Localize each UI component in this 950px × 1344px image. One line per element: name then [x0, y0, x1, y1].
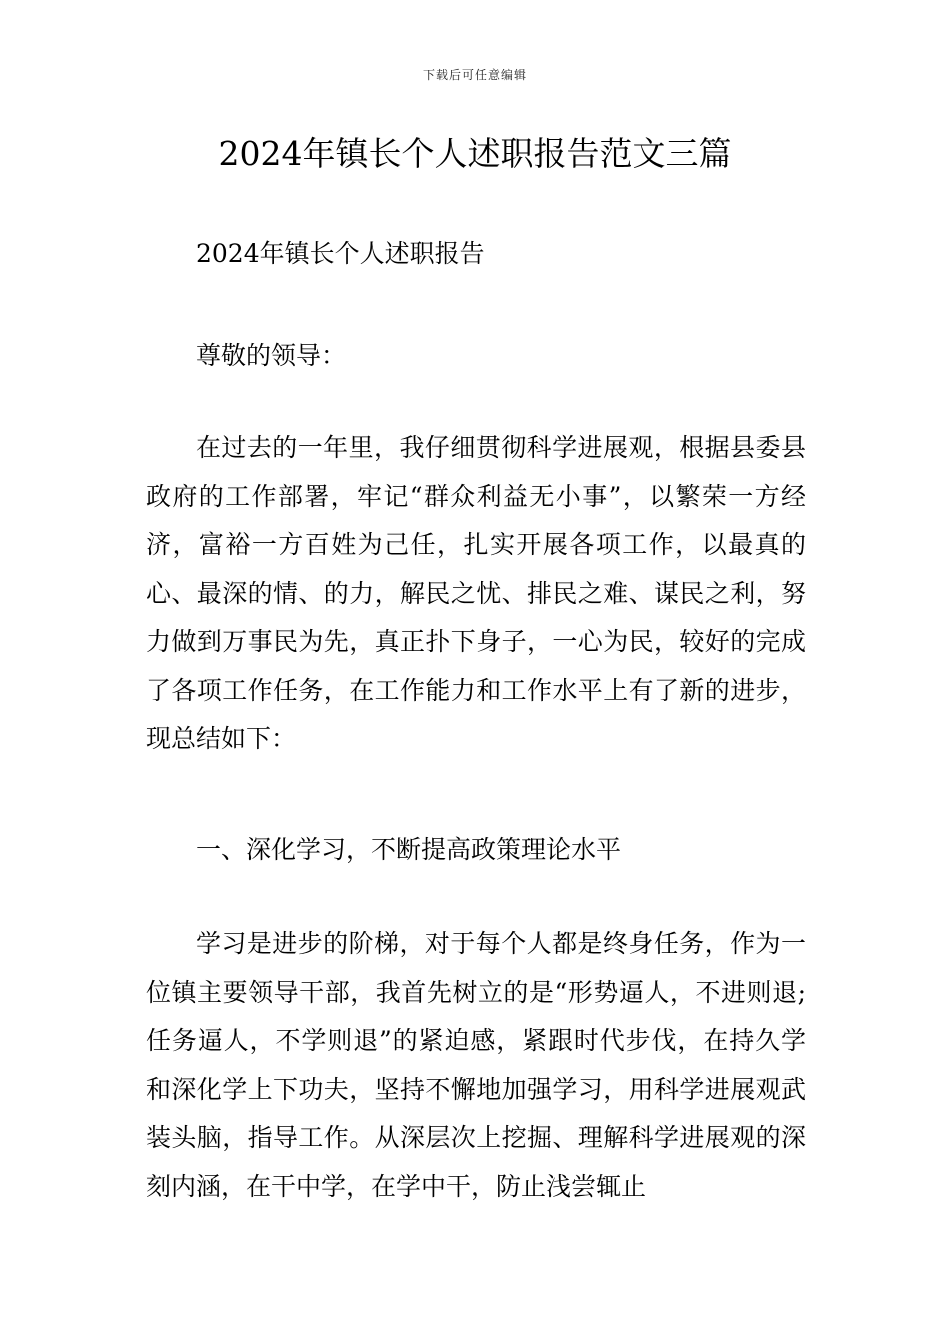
header-note: 下载后可任意编辑 [422, 68, 527, 82]
document-title: 2024年镇长个人述职报告范文三篇 [218, 134, 732, 173]
salutation: 尊敬的领导： [196, 341, 347, 370]
paragraph-study: 学习是进步的阶梯，对于每个人都是终身任务，作为一位镇主要领导干部，我首先树立的是“形势逼人，不进则退;任务逼人，不学则退”的紧迫感，紧跟时代步伐，在持久学和深化学上下功夫，坚持不懈地加强学习，用科学进展观武装头脑，指导工作。从深层次上挖掘、理解科学进展观的深刻内涵，在干中学，在学中干，防止浅尝辄止 [146, 929, 806, 1201]
subtitle: 2024年镇长个人述职报告 [196, 239, 485, 268]
paragraph-intro: 在过去的一年里，我仔细贯彻科学进展观，根据县委县政府的工作部署，牢记“群众利益无小事”，以繁荣一方经济，富裕一方百姓为己任，扎实开展各项工作，以最真的心、最深的情、的力，解民之忧、排民之难、谋民之利，努力做到万事民为先，真正扑下身子，一心为民，较好的完成了各项工作任务，在工作能力和工作水平上有了新的进步，现总结如下： [146, 433, 806, 753]
section-heading: 一、深化学习，不断提高政策理论水平 [196, 835, 622, 864]
